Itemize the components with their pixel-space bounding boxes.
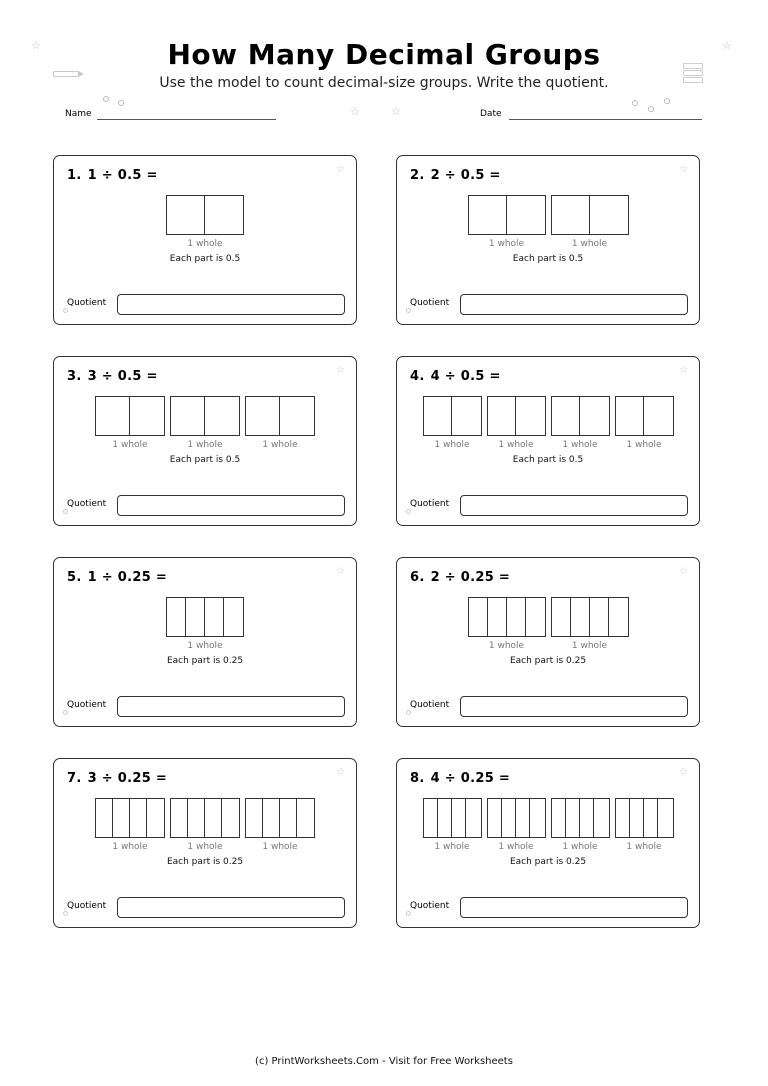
problem-card	[396, 356, 700, 526]
dot-decoration	[632, 100, 638, 106]
star-icon: ☆	[336, 365, 345, 376]
bar-part	[96, 397, 130, 435]
dot-decoration	[406, 911, 411, 916]
whole-label: 1 whole	[498, 440, 534, 450]
quotient-answer-box[interactable]	[117, 495, 345, 516]
fraction-model	[54, 597, 356, 651]
bar-part	[424, 397, 453, 435]
problem-expression: 4 ÷ 0.5 =	[430, 369, 501, 384]
dot-decoration	[406, 308, 411, 313]
star-icon: ☆	[391, 105, 401, 118]
star-icon: ☆	[722, 39, 732, 52]
bar-part	[130, 397, 164, 435]
problem-title	[67, 570, 167, 585]
whole-bar	[245, 798, 315, 838]
whole-group	[423, 396, 482, 450]
quotient-label: Quotient	[410, 298, 450, 308]
star-icon: ☆	[679, 365, 688, 376]
whole-group	[95, 798, 165, 852]
part-size-note: Each part is 0.25	[166, 857, 244, 867]
quotient-answer-box[interactable]	[460, 495, 688, 516]
bar-part	[186, 598, 205, 636]
bar-part	[552, 799, 566, 837]
bar-part	[616, 397, 645, 435]
bar-part	[526, 598, 545, 636]
bar-part	[188, 799, 205, 837]
problem-number: 4.	[410, 369, 425, 384]
bar-part	[516, 799, 530, 837]
bar-part	[502, 799, 516, 837]
whole-group	[487, 396, 546, 450]
whole-bar	[615, 798, 674, 838]
bar-part	[590, 598, 609, 636]
problem-number: 3.	[67, 369, 82, 384]
bar-part	[488, 598, 507, 636]
whole-group	[170, 798, 240, 852]
whole-group	[170, 396, 240, 450]
whole-group	[423, 798, 482, 852]
problem-card	[396, 758, 700, 928]
dot-decoration	[648, 106, 654, 112]
part-size-note: Each part is 0.25	[166, 656, 244, 666]
star-icon: ☆	[336, 164, 345, 175]
quotient-label: Quotient	[67, 298, 107, 308]
bar-part	[222, 799, 239, 837]
bar-part	[488, 397, 517, 435]
whole-group	[551, 798, 610, 852]
quotient-answer-box[interactable]	[460, 897, 688, 918]
bar-part	[516, 397, 545, 435]
bar-part	[205, 196, 243, 234]
whole-bar	[487, 396, 546, 436]
bar-part	[280, 799, 297, 837]
date-field[interactable]	[509, 119, 702, 120]
bar-part	[590, 196, 628, 234]
whole-group	[615, 396, 674, 450]
bar-part	[171, 397, 205, 435]
bar-part	[167, 196, 205, 234]
problem-number: 1.	[67, 168, 82, 183]
whole-bar	[468, 597, 546, 637]
fraction-model	[54, 195, 356, 249]
problem-card	[53, 557, 357, 727]
bar-part	[594, 799, 608, 837]
whole-label: 1 whole	[262, 842, 298, 852]
whole-label: 1 whole	[571, 641, 608, 651]
problem-number: 2.	[410, 168, 425, 183]
whole-label: 1 whole	[571, 239, 608, 249]
star-icon: ☆	[350, 105, 360, 118]
bar-part	[552, 598, 571, 636]
star-icon: ☆	[336, 566, 345, 577]
page-subtitle: Use the model to count decimal-size groups. Write the quotient.	[159, 75, 609, 91]
bar-part	[644, 799, 658, 837]
whole-label: 1 whole	[562, 842, 598, 852]
whole-label: 1 whole	[187, 641, 223, 651]
whole-bar	[170, 396, 240, 436]
bar-part	[530, 799, 544, 837]
whole-label: 1 whole	[112, 440, 148, 450]
fraction-model	[397, 798, 699, 852]
problem-card	[396, 155, 700, 325]
quotient-answer-box[interactable]	[117, 897, 345, 918]
problem-title	[67, 771, 167, 786]
dot-decoration	[63, 911, 68, 916]
problem-card	[53, 758, 357, 928]
dot-decoration	[103, 96, 109, 102]
problem-number: 7.	[67, 771, 82, 786]
whole-group	[551, 597, 629, 651]
problem-expression: 2 ÷ 0.5 =	[430, 168, 501, 183]
bar-part	[438, 799, 452, 837]
problem-number: 6.	[410, 570, 425, 585]
problem-title	[410, 168, 501, 183]
bar-part	[630, 799, 644, 837]
whole-bar	[615, 396, 674, 436]
whole-bar	[166, 597, 244, 637]
bar-part	[452, 799, 466, 837]
whole-bar	[423, 396, 482, 436]
bar-part	[644, 397, 673, 435]
bar-part	[147, 799, 164, 837]
part-size-note: Each part is 0.25	[509, 656, 587, 666]
whole-group	[245, 396, 315, 450]
quotient-label: Quotient	[67, 901, 107, 911]
quotient-answer-box[interactable]	[460, 294, 688, 315]
bar-part	[130, 799, 147, 837]
dot-decoration	[63, 308, 68, 313]
star-icon: ☆	[679, 767, 688, 778]
whole-bar	[487, 798, 546, 838]
whole-group	[468, 195, 546, 249]
whole-bar	[166, 195, 244, 235]
problem-card	[396, 557, 700, 727]
bar-part	[571, 598, 590, 636]
whole-group	[468, 597, 546, 651]
bar-part	[246, 397, 280, 435]
bar-part	[224, 598, 243, 636]
name-label: Name	[65, 109, 92, 119]
whole-bar	[245, 396, 315, 436]
whole-label: 1 whole	[112, 842, 148, 852]
bar-part	[167, 598, 186, 636]
whole-label: 1 whole	[488, 641, 525, 651]
problem-number: 5.	[67, 570, 82, 585]
page-title: How Many Decimal Groups	[167, 38, 601, 71]
bar-part	[658, 799, 672, 837]
whole-group	[166, 597, 244, 651]
fraction-model	[397, 396, 699, 450]
quotient-answer-box[interactable]	[460, 696, 688, 717]
problem-title	[67, 369, 158, 384]
part-size-note: Each part is 0.25	[509, 857, 587, 867]
problem-expression: 4 ÷ 0.25 =	[430, 771, 511, 786]
bar-part	[507, 598, 526, 636]
dot-decoration	[664, 98, 670, 104]
problem-card	[53, 155, 357, 325]
whole-label: 1 whole	[434, 440, 470, 450]
whole-group	[166, 195, 244, 249]
whole-bar	[551, 798, 610, 838]
dot-decoration	[118, 100, 124, 106]
name-field[interactable]	[97, 119, 276, 120]
fraction-model	[397, 195, 699, 249]
footer-text: (c) PrintWorksheets.Com - Visit for Free Worksheets	[255, 1056, 513, 1067]
quotient-answer-box[interactable]	[117, 696, 345, 717]
bar-part	[205, 598, 224, 636]
whole-bar	[551, 396, 610, 436]
part-size-note: Each part is 0.5	[169, 254, 241, 264]
whole-label: 1 whole	[187, 842, 223, 852]
bar-part	[113, 799, 130, 837]
bar-part	[488, 799, 502, 837]
star-icon: ☆	[679, 164, 688, 175]
bar-part	[507, 196, 545, 234]
quotient-answer-box[interactable]	[117, 294, 345, 315]
whole-group	[551, 195, 629, 249]
problem-title	[410, 369, 501, 384]
part-size-note: Each part is 0.5	[512, 455, 584, 465]
bar-part	[297, 799, 314, 837]
problem-title	[410, 570, 510, 585]
star-icon: ☆	[679, 566, 688, 577]
whole-group	[95, 396, 165, 450]
whole-bar	[95, 798, 165, 838]
bar-part	[616, 799, 630, 837]
bar-part	[96, 799, 113, 837]
bar-part	[566, 799, 580, 837]
whole-label: 1 whole	[626, 842, 662, 852]
quotient-label: Quotient	[410, 499, 450, 509]
fraction-model	[54, 798, 356, 852]
whole-label: 1 whole	[498, 842, 534, 852]
problem-expression: 1 ÷ 0.25 =	[87, 570, 168, 585]
whole-bar	[423, 798, 482, 838]
bar-part	[263, 799, 280, 837]
dot-decoration	[63, 509, 68, 514]
whole-group	[551, 396, 610, 450]
problem-card	[53, 356, 357, 526]
problem-expression: 3 ÷ 0.5 =	[87, 369, 158, 384]
bar-part	[452, 397, 481, 435]
whole-bar	[551, 597, 629, 637]
problem-expression: 2 ÷ 0.25 =	[430, 570, 511, 585]
star-icon: ☆	[336, 767, 345, 778]
whole-bar	[170, 798, 240, 838]
whole-label: 1 whole	[562, 440, 598, 450]
quotient-label: Quotient	[410, 901, 450, 911]
bar-part	[469, 196, 507, 234]
bar-part	[171, 799, 188, 837]
whole-bar	[551, 195, 629, 235]
whole-label: 1 whole	[262, 440, 298, 450]
problem-title	[410, 771, 510, 786]
whole-label: 1 whole	[626, 440, 662, 450]
whole-label: 1 whole	[187, 239, 223, 249]
dot-decoration	[63, 710, 68, 715]
bar-part	[205, 397, 239, 435]
part-size-note: Each part is 0.5	[169, 455, 241, 465]
bar-part	[609, 598, 628, 636]
bar-part	[280, 397, 314, 435]
whole-label: 1 whole	[434, 842, 470, 852]
bar-part	[580, 799, 594, 837]
problem-expression: 3 ÷ 0.25 =	[87, 771, 168, 786]
whole-group	[487, 798, 546, 852]
bar-part	[580, 397, 609, 435]
problem-number: 8.	[410, 771, 425, 786]
whole-label: 1 whole	[488, 239, 525, 249]
bar-part	[424, 799, 438, 837]
bar-part	[466, 799, 480, 837]
whole-group	[245, 798, 315, 852]
problem-expression: 1 ÷ 0.5 =	[87, 168, 158, 183]
bar-part	[552, 397, 581, 435]
part-size-note: Each part is 0.5	[512, 254, 584, 264]
bar-part	[246, 799, 263, 837]
whole-bar	[95, 396, 165, 436]
dot-decoration	[406, 509, 411, 514]
fraction-model	[397, 597, 699, 651]
star-icon: ☆	[31, 39, 41, 52]
problem-title	[67, 168, 158, 183]
dot-decoration	[406, 710, 411, 715]
quotient-label: Quotient	[67, 499, 107, 509]
bar-part	[205, 799, 222, 837]
date-label: Date	[480, 109, 502, 119]
quotient-label: Quotient	[410, 700, 450, 710]
fraction-model	[54, 396, 356, 450]
whole-group	[615, 798, 674, 852]
bar-part	[469, 598, 488, 636]
whole-bar	[468, 195, 546, 235]
quotient-label: Quotient	[67, 700, 107, 710]
whole-label: 1 whole	[187, 440, 223, 450]
bar-part	[552, 196, 590, 234]
